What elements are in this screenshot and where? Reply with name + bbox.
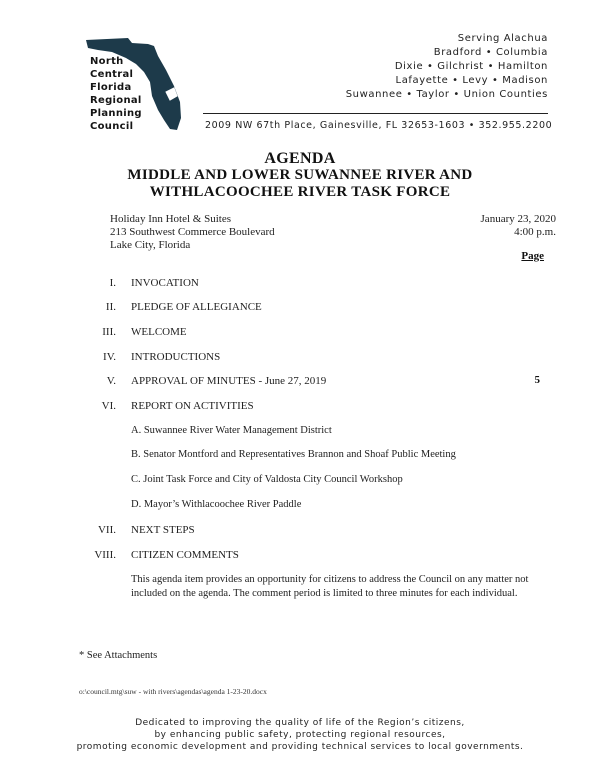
- serving-line-4: Lafayette • Levy • Madison: [395, 75, 548, 86]
- task-force-title-line-2: WITHLACOOCHEE RIVER TASK FORCE: [149, 184, 451, 200]
- org-name-line-2: Central: [90, 69, 134, 80]
- activity-item-c: C. Joint Task Force and City of Valdosta City Council Workshop: [131, 474, 403, 485]
- activity-item-a: A. Suwannee River Water Management District: [131, 425, 332, 436]
- agenda-item-introductions: INTRODUCTIONS: [131, 351, 221, 363]
- agenda-item-citizen-comments: CITIZEN COMMENTS: [131, 549, 239, 561]
- org-name-line-6: Council: [90, 121, 134, 132]
- agenda-title: AGENDA: [264, 150, 336, 167]
- activity-item-b: B. Senator Montford and Representatives Brannon and Shoaf Public Meeting: [131, 449, 456, 460]
- agenda-item-number: VIII.: [94, 549, 116, 561]
- org-name-line-1: North: [90, 56, 124, 67]
- agenda-item-number: VII.: [97, 524, 116, 536]
- agenda-item-number: IV.: [103, 351, 116, 363]
- agenda-item-invocation: INVOCATION: [131, 277, 199, 289]
- serving-line-5: Suwannee • Taylor • Union Counties: [345, 89, 548, 100]
- agenda-item-number: I.: [109, 277, 116, 289]
- agenda-item-report-on-activities: REPORT ON ACTIVITIES: [131, 400, 254, 412]
- page-column-header: Page: [521, 250, 544, 262]
- serving-line-3: Dixie • Gilchrist • Hamilton: [394, 61, 548, 72]
- council-address: 2009 NW 67th Place, Gainesville, FL 32653-1603 • 352.955.2200: [205, 120, 553, 131]
- venue-name: Holiday Inn Hotel & Suites: [110, 213, 231, 225]
- org-name-line-5: Planning: [90, 108, 142, 119]
- letterhead-divider: [203, 113, 548, 114]
- serving-line-2: Bradford • Columbia: [433, 47, 548, 58]
- citizen-comments-description: This agenda item provides an opportunity for citizens to address the Council on any matter not included on the agenda. The comment period is limited to three minutes for each individual.: [131, 574, 529, 599]
- agenda-item-number: V.: [106, 375, 116, 387]
- footer-line-3: promoting economic development and providing technical services to local governments.: [76, 742, 524, 752]
- meeting-date: January 23, 2020: [480, 213, 556, 225]
- task-force-title-line-1: MIDDLE AND LOWER SUWANNEE RIVER AND: [127, 167, 473, 183]
- attachments-footnote: * See Attachments: [79, 650, 158, 661]
- meeting-time: 4:00 p.m.: [514, 226, 556, 238]
- agenda-item-welcome: WELCOME: [131, 326, 187, 338]
- agenda-item-next-steps: NEXT STEPS: [131, 524, 195, 536]
- agenda-item-approval-of-minutes: APPROVAL OF MINUTES - June 27, 2019: [131, 375, 327, 387]
- footer-line-1: Dedicated to improving the quality of life of the Region’s citizens,: [135, 718, 465, 728]
- org-name-line-4: Regional: [90, 95, 142, 106]
- agenda-item-number: II.: [105, 301, 116, 313]
- document-file-path: o:\council.mtg\suw - with rivers\agendas\agenda 1-23-20.docx: [79, 687, 267, 696]
- venue-street: 213 Southwest Commerce Boulevard: [110, 226, 275, 238]
- agenda-item-page-number: 5: [534, 374, 540, 386]
- agenda-item-number: VI.: [101, 400, 116, 412]
- serving-line-1: Serving Alachua: [457, 33, 548, 44]
- agenda-item-number: III.: [102, 326, 116, 338]
- footer-line-2: by enhancing public safety, protecting regional resources,: [154, 730, 446, 740]
- activity-item-d: D. Mayor’s Withlacoochee River Paddle: [131, 499, 302, 510]
- org-name-line-3: Florida: [90, 82, 132, 93]
- venue-city: Lake City, Florida: [110, 239, 191, 251]
- agenda-item-pledge: PLEDGE OF ALLEGIANCE: [131, 301, 262, 313]
